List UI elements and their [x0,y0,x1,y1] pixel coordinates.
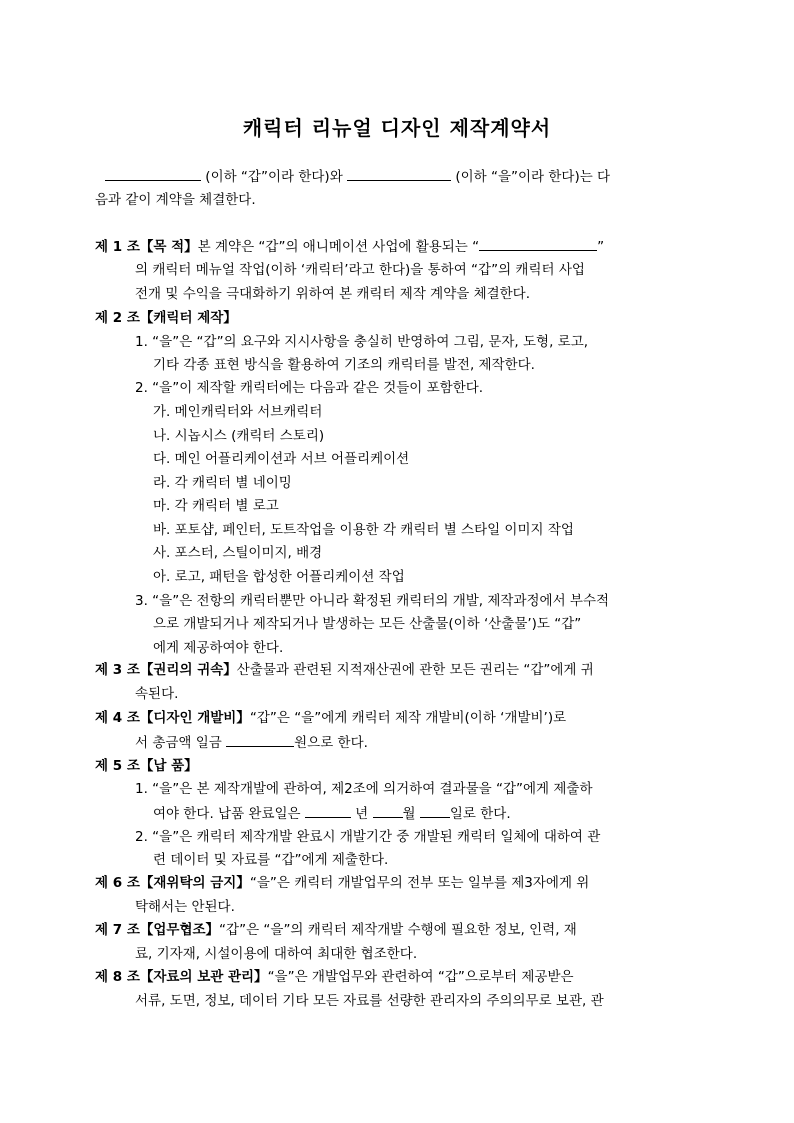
list-item: 아. 로고, 패턴을 합성한 어플리케이션 작업 [153,569,405,585]
article-7-heading: 제 7 조【업무협조】 [95,922,220,938]
intro-line-1: (이하 “갑”이라 한다)와 (이하 “을”이라 한다)는 다 [105,166,610,187]
project-name-blank [479,236,597,251]
list-item: 마. 각 캐릭터 별 로고 [153,498,279,514]
year-blank [305,803,351,818]
article-5-heading: 제 5 조【납 품】 [95,758,198,774]
article-6-heading: 제 6 조【재위탁의 금지】 [95,875,250,891]
list-item: 라. 각 캐릭터 별 네이밍 [153,475,292,491]
month-blank [373,803,403,818]
list-item: 바. 포토샵, 페인터, 도트작업을 이용한 각 캐릭터 별 스타일 이미지 작업 [153,522,574,538]
article-2-heading: 제 2 조【캐릭터 제작】 [95,310,237,326]
list-item: 다. 메인 어플리케이션과 서브 어플리케이션 [153,451,410,467]
party-a-blank [105,166,201,181]
article-6: 제 6 조【재위탁의 금지】“을”은 캐릭터 개발업무의 전부 또는 일부를 제3자에게 위 [95,875,590,891]
article-1-heading: 제 1 조【목 적】 [95,239,198,255]
article-4-heading: 제 4 조【디자인 개발비】 [95,710,250,726]
document-title: 캐릭터 리뉴얼 디자인 제작계약서 [242,116,552,140]
intro-line-2: 음과 같이 계약을 체결한다. [95,192,256,208]
list-item: 나. 시놉시스 (캐릭터 스토리) [153,428,325,444]
article-7: 제 7 조【업무협조】“갑”은 “을”의 캐릭터 제작개발 수행에 필요한 정보, 인력, 재 [95,922,577,938]
article-4: 제 4 조【디자인 개발비】“갑”은 “을”에게 캐릭터 제작 개발비(이하 ‘개발비’)로 [95,710,567,726]
contract-page: 캐릭터 리뉴얼 디자인 제작계약서 (이하 “갑”이라 한다)와 (이하 “을”이라 한다)는 다 음과 같이 계약을 체결한다. 제 1 조【목 적】본 계약은 “갑”의 애니메이션 사업에 활용되는 “ ” 의 캐릭터 메뉴얼 작업(이하 ‘캐릭터’라고 한다)을 통하여 “갑”의 캐릭터 사업 전개 및 수익을 극대화하기 위하여 본 캐릭터 제작 계약을 체결한다. 제 2 조【캐릭터 제작】 1. “을”은 “갑”의 요구와 지시사항을 충실히 반영하여 그림, 문자, 도형, 로고, 기타 각종 표현 방식을 활용하여 기조의 캐릭터를 발전, 제작한다. 2. “을”이 제작할 캐릭터에는 다음과 같은 것들이 포함한다. 가. 메인캐릭터와 서브캐릭터 나. 시놉시스 (캐릭터 스토리) 다. 메인 어플리케이션과 서브 어플리케이션 라. 각 캐릭터 별 네이밍 마. 각 캐릭터 별 로고 바. 포토샵, 페인터, 도트작업을 이용한 각 캐릭터 별 스타일 이미지 작업 사. 포스터, 스틸이미지, 배경 아. 로고, 패턴을 합성한 어플리케이션 작업 3. “을”은 전항의 캐릭터뿐만 아니라 확정된 캐릭터의 개발, 제작과정에서 부수적 으로 개발되거나 제작되거나 발생하는 모든 산출물(이하 ‘산출물’)도 “갑” 에게 제공하여야 한다. 제 3 조【권리의 귀속】산출물과 관련된 지적재산권에 관한 모든 권리는 “갑”에게 귀 속된다. 제 4 조【디자인 개발비】“갑”은 “을”에게 캐릭터 제작 개발비(이하 ‘개발비’)로 서 총금액 일금 원으로 한다. 제 5 조【납 품】 1. “을”은 본 제작개발에 관하여, 제2조에 의거하여 결과물을 “갑”에게 제출하 여야 한다. 납품 완료일은 년 월 일로 한다. 2. “을”은 캐릭터 제작개발 완료시 개발기간 중 개발된 캐릭터 일체에 대하여 관 련 데이터 및 자료를 “갑”에게 제출한다. 제 6 조【재위탁의 금지】“을”은 캐릭터 개발업무의 전부 또는 일부를 제3자에게 위 탁해서는 안된다. 제 7 조【업무협조】“갑”은 “을”의 캐릭터 제작개발 수행에 필요한 정보, 인력, 재 료, 기자재, 시설이용에 대하여 최대한 협조한다. 제 8 조【자료의 보관 관리】“을”은 개발업무와 관련하여 “갑”으로부터 제공받은 서류, 도면, 정보, 데이터 기타 모든 자료를 선량한 관리자의 주의의무로 보관, 관 [0,0,794,1123]
amount-blank [226,732,294,747]
day-blank [420,803,450,818]
article-8-heading: 제 8 조【자료의 보관 관리】 [95,969,268,985]
party-b-blank [347,166,451,181]
article-1: 제 1 조【목 적】본 계약은 “갑”의 애니메이션 사업에 활용되는 “ ” [95,236,604,257]
article-3-heading: 제 3 조【권리의 귀속】 [95,662,237,678]
list-item: 사. 포스터, 스틸이미지, 배경 [153,545,323,561]
article-3: 제 3 조【권리의 귀속】산출물과 관련된 지적재산권에 관한 모든 권리는 “갑”에게 귀 [95,662,594,678]
list-item: 가. 메인캐릭터와 서브캐릭터 [153,404,323,420]
article-8: 제 8 조【자료의 보관 관리】“을”은 개발업무와 관련하여 “갑”으로부터 제공받은 [95,969,574,985]
